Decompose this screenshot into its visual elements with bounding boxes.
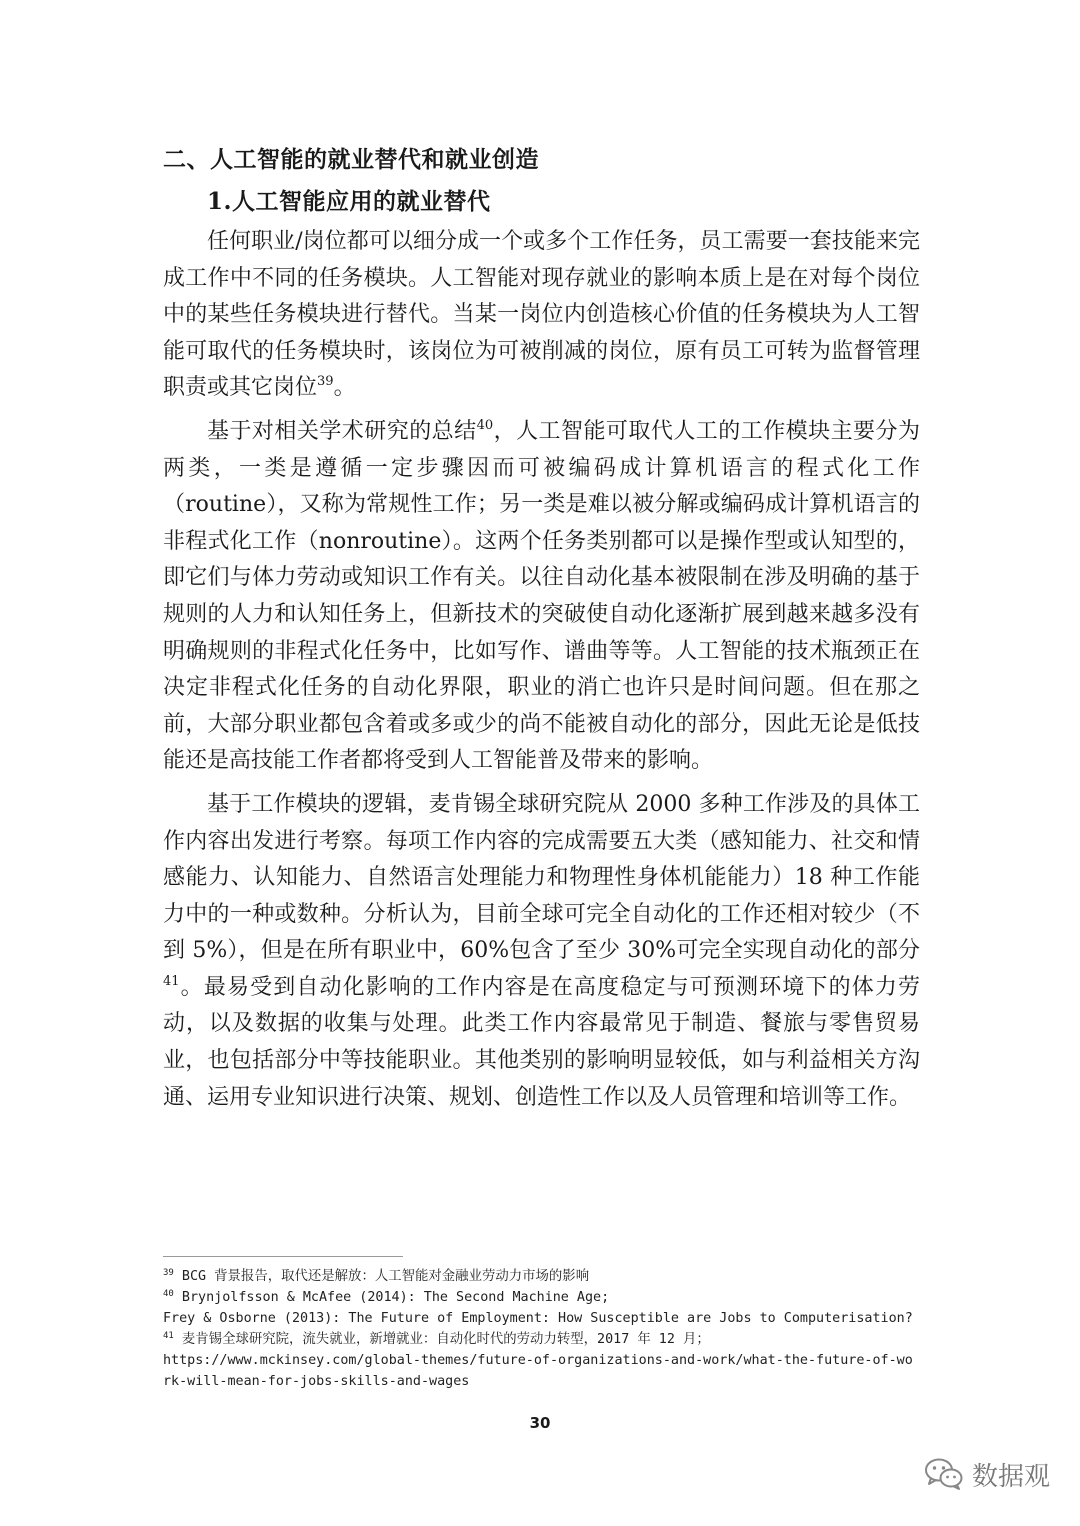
footnote-ref-41: 41 bbox=[163, 973, 180, 989]
footnote-number: 40 bbox=[163, 1289, 174, 1299]
footnote bbox=[163, 1287, 920, 1308]
paragraph-text: 基于工作模块的逻辑，麦肯锡全球研究院从 2000 多种工作涉及的具体工作内容出发进行考察。每项工作内容的完成需要五大类（感知能力、社交和情感能力、认知能力、自然语言处理能力和物理性身体机能能力）18 种工作能力中的一种或数种。分析认为，目前全球可完全自动化的工作还相对较少（不到 5%），但是在所有职业中，60%包含了至少 30%可完全实现自动化的部分 bbox=[163, 791, 920, 964]
footnote bbox=[163, 1308, 920, 1329]
footnotes bbox=[163, 1266, 920, 1392]
footnote-text: Frey & Osborne (2013): The Future of Employment: How Susceptible are Jobs to Computerisation? bbox=[163, 1311, 913, 1326]
body-text bbox=[163, 224, 920, 1123]
footnote-text: Brynjolfsson & McAfee (2014): The Second Machine Age; bbox=[173, 1290, 610, 1305]
subsection-heading: 1.人工智能应用的就业替代 bbox=[207, 188, 491, 215]
paragraph-text: 基于对相关学术研究的总结 bbox=[207, 418, 477, 444]
footnote bbox=[163, 1266, 920, 1287]
section-heading: 二、人工智能的就业替代和就业创造 bbox=[163, 146, 539, 173]
footnote-ref-40: 40 bbox=[476, 417, 494, 433]
footnote-text: BCG 背景报告，取代还是解放：人工智能对金融业劳动力市场的影响 bbox=[173, 1269, 590, 1284]
footnote-ref-39: 39 bbox=[317, 374, 334, 390]
paragraph-text: 任何职业/岗位都可以细分成一个或多个工作任务，员工需要一套技能来完成工作中不同的任务模块。人工智能对现存就业的影响本质上是在对每个岗位中的某些任务模块进行替代。当某一岗位内创造核心价值的任务模块为人工智能可取代的任务模块时，该岗位为可被削减的岗位，原有员工可转为监督管理职责或其它岗位 bbox=[163, 229, 920, 401]
paragraph-text: 。 bbox=[333, 375, 356, 401]
footnote-number: 39 bbox=[163, 1268, 174, 1278]
paragraph-2 bbox=[163, 414, 920, 780]
watermark-text: 数据观 bbox=[972, 1461, 1051, 1492]
watermark bbox=[924, 1454, 1050, 1494]
footnote-link[interactable] bbox=[163, 1350, 920, 1392]
footnote bbox=[163, 1329, 920, 1350]
paragraph-1 bbox=[163, 224, 920, 407]
footnote-url[interactable]: https://www.mckinsey.com/global-themes/future-of-organizations-and-work/what-the-future-of-work-will-mean-for-jobs-skills-and-wages bbox=[163, 1353, 913, 1389]
footnote-number: 41 bbox=[163, 1331, 174, 1341]
footnote-divider bbox=[163, 1256, 403, 1257]
wechat-icon bbox=[924, 1457, 964, 1491]
paragraph-3 bbox=[163, 787, 920, 1116]
page-number: 30 bbox=[529, 1414, 551, 1432]
paragraph-text: ，人工智能可取代人工的工作模块主要分为两类，一类是遵循一定步骤因而可被编码成计算机语言的程式化工作（routine），又称为常规性工作；另一类是难以被分解或编码成计算机语言的非程式化工作（nonroutine）。这两个任务类别都可以是操作型或认知型的，即它们与体力劳动或知识工作有关。以往自动化基本被限制在涉及明确的基于规则的人力和认知任务上，但新技术的突破使自动化逐渐扩展到越来越多没有明确规则的非程式化任务中，比如写作、谱曲等等。人工智能的技术瓶颈正在决定非程式化任务的自动化界限，职业的消亡也许只是时间问题。但在那之前，大部分职业都包含着或多或少的尚不能被自动化的部分，因此无论是低技能还是高技能工作者都将受到人工智能普及带来的影响。 bbox=[163, 418, 920, 774]
paragraph-text: 。最易受到自动化影响的工作内容是在高度稳定与可预测环境下的体力劳动，以及数据的收集与处理。此类工作内容最常见于制造、餐旅与零售贸易业，也包括部分中等技能职业。其他类别的影响明显较低，如与利益相关方沟通、运用专业知识进行决策、规划、创造性工作以及人员管理和培训等工作。 bbox=[163, 974, 920, 1110]
footnote-text: 麦肯锡全球研究院，流失就业，新增就业：自动化时代的劳动力转型，2017 年 12 月； bbox=[173, 1332, 710, 1347]
